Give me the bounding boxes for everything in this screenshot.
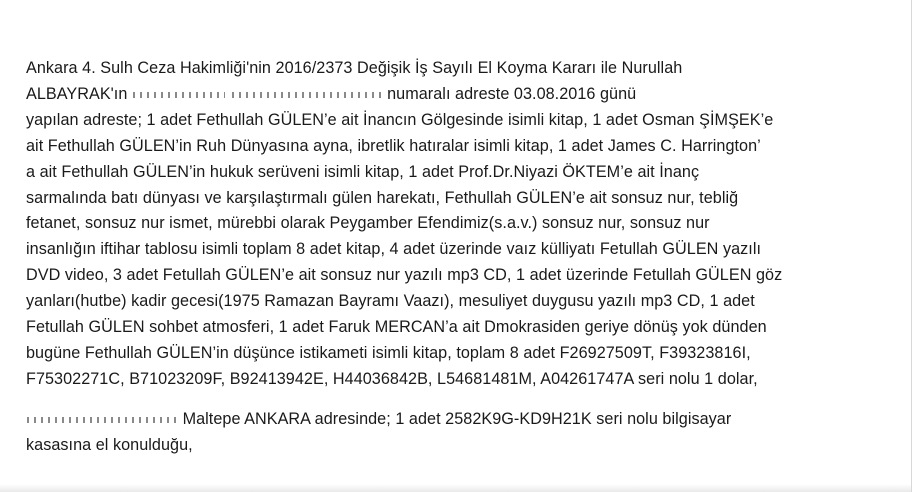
text-line: insanlığın iftihar tablosu isimli toplam 8 adet kitap, 4 adet üzerinde vaız külliyatı Fetullah GÜLEN yazılı — [26, 240, 762, 259]
redacted-text-mark — [27, 417, 177, 423]
text-line: ait Fethullah GÜLEN’in Ruh Dünyasına ayna, ibretlik hatıralar isimli kitap, 1 adet James C. Harrington’ — [26, 136, 761, 155]
text-line: Ankara 4. Sulh Ceza Hakimliği'nin 2016/2373 Değişik İş Sayılı El Koyma Kararı ile Nurullah — [26, 59, 683, 77]
text-fragment: ALBAYRAK'ın — [26, 84, 128, 103]
text-line: yanları(hutbe) kadir gecesi(1975 Ramazan Bayramı Vaazı), mesuliyet duygusu yazılı mp3 CD, 1 adet — [26, 292, 755, 311]
page-bottom-edge — [0, 484, 911, 492]
text-line: F75302271C, B71023209F, B92413942E, H44036842B, L54681481M, A04261747A seri nolu 1 dolar, — [26, 369, 758, 388]
text-line: Fetullah GÜLEN sohbet atmosferi, 1 adet Faruk MERCAN’a ait Dmokrasiden geriye dönüş yok dünden — [26, 318, 767, 337]
redacted-text-mark — [133, 92, 225, 98]
text-line: yapılan adreste; 1 adet Fethullah GÜLEN’e ait İnancın Gölgesinde isimli kitap, 1 adet Osman ŞİMŞEK’e — [26, 110, 774, 129]
text-line: kasasına el konulduğu, — [26, 435, 193, 454]
text-line — [26, 82, 906, 108]
text-line: fetanet, sonsuz nur ismet, mürebbi olarak Peygamber Efendimiz(s.a.v.) sonsuz nur, sonsuz nur — [26, 214, 710, 233]
text-line: a ait Fethullah GÜLEN’in hukuk serüveni isimli kitap, 1 adet Prof.Dr.Niyazi ÖKTEM’e ait İnanç — [26, 162, 700, 181]
text-fragment: numaralı adreste 03.08.2016 günü — [387, 84, 637, 103]
text-fragment: Maltepe ANKARA adresinde; 1 adet 2582K9G-KD9H21K seri nolu bilgisayar — [182, 410, 732, 428]
paragraph-seizure-details — [26, 56, 906, 393]
paragraph-seizure-continued — [26, 407, 906, 459]
text-line: bugüne Fethullah GÜLEN’in düşünce istikameti isimli kitap, toplam 8 adet F26927509T, F39323816I, — [26, 343, 751, 362]
text-line: sarmalında batı dünyası ve karşılaştırmalı gülen harekatı, Fethullah GÜLEN’e ait sonsuz nur, tebliğ — [26, 188, 739, 207]
text-line — [26, 407, 906, 433]
redacted-text-mark — [232, 92, 382, 98]
text-line: DVD video, 3 adet Fetullah GÜLEN’e ait sonsuz nur yazılı mp3 CD, 1 adet üzerinde Fetullah GÜLEN göz — [26, 266, 783, 285]
